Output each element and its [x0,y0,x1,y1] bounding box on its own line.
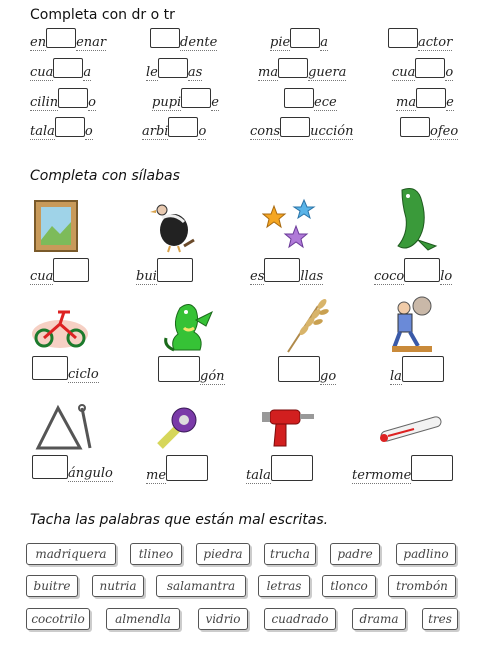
answer-box[interactable] [55,117,85,137]
crocodile-icon [388,184,442,254]
word-chip[interactable]: cocotrilo [26,608,90,630]
answer-box[interactable] [290,28,320,48]
answer-box[interactable] [416,88,446,108]
answer-box[interactable] [168,117,198,137]
word-trece: ece [284,88,337,111]
answer-box[interactable] [278,356,320,382]
word-chip[interactable]: buitre [26,575,78,597]
word-letras: le as [146,58,202,81]
word-chip[interactable]: drama [352,608,406,630]
word-cuadro: cua o [392,58,453,81]
word-triangulo-syl: ángulo [32,455,113,482]
tape-measure-icon [156,406,200,452]
stars-icon [262,198,316,252]
answer-box[interactable] [411,455,453,481]
answer-box[interactable] [278,58,308,78]
word-chip[interactable]: trombón [388,575,456,597]
answer-box[interactable] [53,58,83,78]
word-triciclo-syl: ciclo [32,356,99,383]
answer-box[interactable] [158,356,200,382]
answer-box[interactable] [404,258,440,282]
word-chip[interactable]: madriquera [26,543,116,565]
answer-box[interactable] [181,88,211,108]
vulture-icon [148,200,196,254]
word-arbitro: arbi o [142,117,206,140]
word-cuadra: cua a [30,58,91,81]
triangle-instrument-icon [34,404,96,452]
word-pupitre: pupi e [152,88,219,111]
word-madriguera: ma guera [258,58,346,81]
word-madre: ma e [396,88,454,111]
answer-box[interactable] [166,455,208,481]
answer-box[interactable] [53,258,89,282]
word-tractor: actor [388,28,452,51]
answer-box[interactable] [46,28,76,48]
dragon-icon [160,298,218,356]
answer-box[interactable] [58,88,88,108]
answer-box[interactable] [264,258,300,282]
word-trigo-syl: go [278,356,336,385]
word-chip[interactable]: padre [330,543,380,565]
word-buitre-syl: bui [136,258,193,285]
answer-box[interactable] [157,258,193,282]
answer-box[interactable] [415,58,445,78]
word-chip[interactable]: tlonco [322,575,376,597]
answer-box[interactable] [400,117,430,137]
word-chip[interactable]: padlino [396,543,456,565]
word-diente: dente [150,28,217,51]
answer-box[interactable] [158,58,188,78]
answer-box[interactable] [150,28,180,48]
word-chip[interactable]: trucha [264,543,316,565]
word-chip[interactable]: tlineo [130,543,182,565]
word-cilindro: cilin o [30,88,96,111]
answer-box[interactable] [280,117,310,137]
answer-box[interactable] [284,88,314,108]
section1-title: Completa con dr o tr [30,7,175,23]
word-entrenar: en enar [30,28,106,51]
word-chip[interactable]: letras [258,575,310,597]
word-ladron-syl: la [390,356,444,385]
word-chip[interactable]: salamantra [156,575,246,597]
word-chip[interactable]: piedra [196,543,250,565]
word-estrellas-syl: es llas [250,258,323,285]
word-chip[interactable]: cuadrado [264,608,336,630]
word-cocodrilo-syl: coco lo [374,258,452,285]
word-construccion: cons ucción [250,117,353,140]
answer-box[interactable] [32,455,68,479]
word-trofeo: ofeo [400,117,458,140]
picture-frame-icon [34,200,78,252]
word-metro-syl: me [146,455,208,484]
section2-title: Completa con sílabas [30,168,180,184]
answer-box[interactable] [388,28,418,48]
word-taladro-syl: tala [246,455,313,484]
answer-box[interactable] [271,455,313,481]
word-dragon-syl: gón [158,356,225,385]
word-chip[interactable]: almendla [106,608,180,630]
word-chip[interactable]: nutria [92,575,144,597]
answer-box[interactable] [32,356,68,380]
answer-box[interactable] [402,356,444,382]
thief-icon [388,294,438,356]
word-cuadro-syl: cua [30,258,89,285]
tricycle-icon [30,304,90,350]
thermometer-icon [374,414,450,444]
wheat-icon [282,296,332,354]
word-piedra: pie a [270,28,328,51]
section3-title: Tacha las palabras que están mal escritas. [30,512,329,528]
word-termometro-syl: termome [352,455,453,484]
drill-icon [256,402,318,452]
word-chip[interactable]: tres [422,608,458,630]
word-chip[interactable]: vidrio [198,608,248,630]
word-taladro: tala o [30,117,93,140]
